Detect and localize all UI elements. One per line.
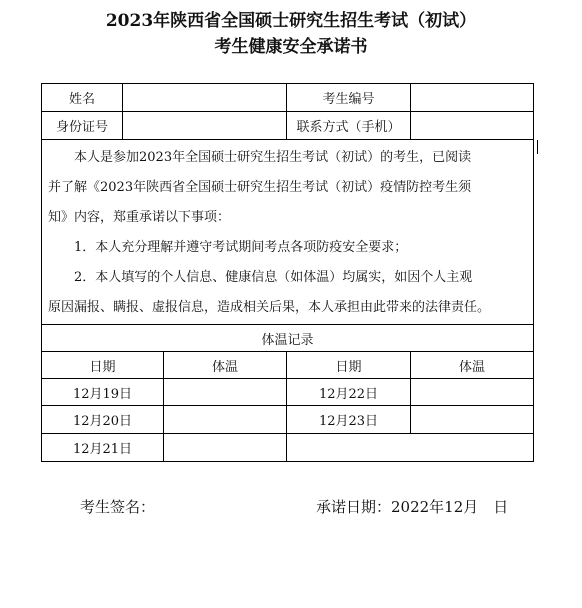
date-header: 日期 bbox=[89, 359, 116, 375]
temp-field[interactable] bbox=[164, 406, 286, 433]
exam-id-label: 考生编号 bbox=[322, 92, 375, 107]
pledge-intro-line: 并了解《2023年陕西省全国硕士研究生招生考试（初试）疫情防控考生须 bbox=[48, 180, 472, 195]
exam-id-field[interactable] bbox=[411, 84, 533, 111]
date-cell: 12月21日 bbox=[72, 442, 133, 457]
date-cell: 12月23日 bbox=[318, 414, 379, 429]
contact-field[interactable] bbox=[411, 112, 533, 139]
table-row-divider bbox=[41, 139, 534, 140]
pledge-intro-line: 知》内容，郑重承诺以下事项： bbox=[48, 210, 231, 225]
date-cell: 12月22日 bbox=[318, 386, 379, 402]
table-border-right bbox=[533, 83, 534, 462]
text-cursor bbox=[537, 140, 538, 154]
temp-field[interactable] bbox=[411, 406, 533, 433]
name-field[interactable] bbox=[123, 84, 286, 111]
date-cell: 12月20日 bbox=[72, 414, 133, 429]
pledge-item-2: 2．本人填写的个人信息、健康信息（如体温）均属实，如因个人主观 bbox=[74, 270, 473, 285]
pledge-date: 承诺日期：2022年12月 日 bbox=[316, 498, 509, 516]
temp-section-title: 体温记录 bbox=[261, 332, 314, 348]
document-subtitle: 考生健康安全承诺书 bbox=[214, 37, 368, 57]
pledge-text bbox=[48, 143, 530, 323]
table-border-bottom bbox=[41, 461, 534, 462]
document-title: 2023年陕西省全国硕士研究生招生考试（初试） bbox=[105, 11, 477, 31]
date-cell: 12月19日 bbox=[72, 386, 133, 402]
temp-header: 体温 bbox=[458, 359, 485, 375]
id-card-field[interactable] bbox=[123, 112, 286, 139]
signature-label: 考生签名： bbox=[80, 498, 156, 516]
contact-label: 联系方式（手机） bbox=[296, 120, 401, 135]
id-card-label: 身份证号 bbox=[55, 120, 108, 135]
temp-field[interactable] bbox=[164, 379, 286, 405]
name-label: 姓名 bbox=[68, 92, 95, 107]
date-header: 日期 bbox=[335, 359, 362, 375]
temp-field[interactable] bbox=[411, 379, 533, 405]
temp-header: 体温 bbox=[211, 359, 238, 375]
pledge-item-2-cont: 原因漏报、瞒报、虚报信息，造成相关后果，本人承担由此带来的法律责任。 bbox=[48, 300, 491, 315]
temp-field[interactable] bbox=[164, 434, 286, 461]
pledge-intro-line: 本人是参加2023年全国硕士研究生招生考试（初试）的考生，已阅读 bbox=[74, 150, 472, 165]
pledge-item-1: 1．本人充分理解并遵守考试期间考点各项防疫安全要求； bbox=[74, 240, 408, 255]
